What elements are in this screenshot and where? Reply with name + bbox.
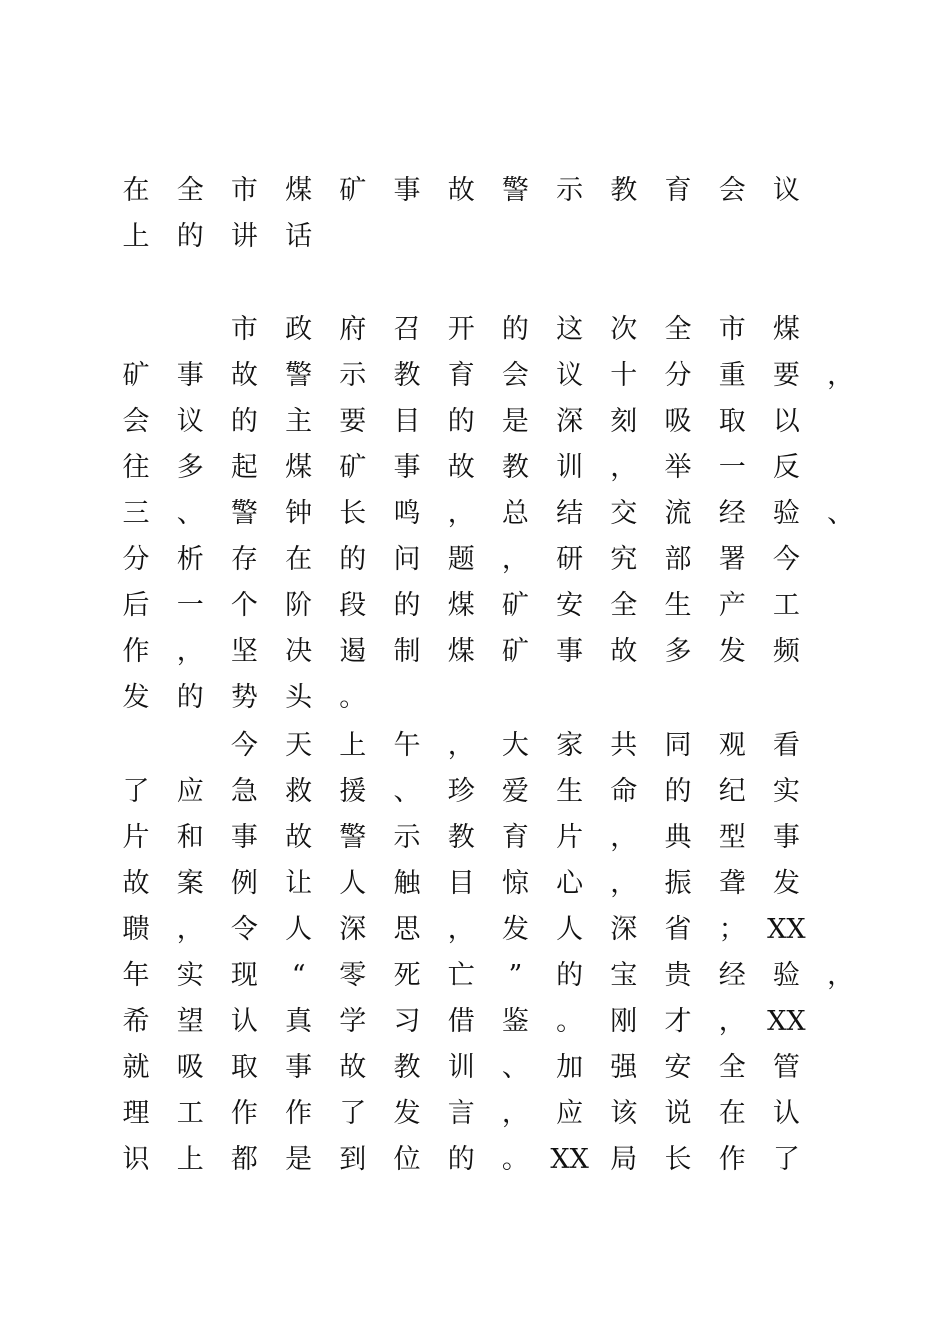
paragraph-2-line-9 [0,1091,950,1137]
char: 生 [556,776,584,807]
char: 目 [447,868,475,899]
char: 全 [718,1052,746,1083]
char: 故 [610,636,638,667]
paragraph-1-line-2 [0,353,950,399]
char: 交 [610,498,638,529]
char: 决 [285,636,313,667]
char: 让 [285,868,313,899]
char: 一 [176,590,204,621]
char: 长 [664,1144,692,1175]
char: 流 [664,498,692,529]
char: 取 [718,406,746,437]
char: XX [767,1006,806,1037]
char: 深 [556,406,584,437]
char: 验 [772,960,800,991]
char: 贵 [664,960,692,991]
char: 认 [230,1006,258,1037]
char: 、 [393,776,421,807]
char: ， [447,730,475,761]
paragraph-2-line-10 [0,1137,950,1183]
char: 今 [230,730,258,761]
char: 上 [339,730,367,761]
char: 应 [556,1098,584,1129]
char: 产 [718,590,746,621]
char: 目 [393,406,421,437]
char: 都 [230,1144,258,1175]
char: 问 [393,544,421,575]
char: 煤 [447,636,475,667]
char: 刚 [610,1006,638,1037]
char: ， [610,822,638,853]
char: ， [501,544,529,575]
char: 政 [285,314,313,345]
char: 局 [610,1144,638,1175]
char: 上 [176,1144,204,1175]
char: 今 [772,544,800,575]
char: 的 [664,776,692,807]
paragraph-2-line-7 [0,999,950,1045]
char: 议 [176,406,204,437]
char: 午 [393,730,421,761]
paragraph-2-line-3 [0,815,950,861]
char: 事 [393,452,421,483]
char: 故 [230,360,258,391]
char: 话 [285,221,313,252]
char: ， [610,868,638,899]
char: 深 [339,914,367,945]
char: 令 [230,914,258,945]
char: 多 [664,636,692,667]
title-line-1 [0,168,950,214]
char: 的 [447,1144,475,1175]
char: 了 [122,776,150,807]
char: 全 [664,314,692,345]
char: 次 [610,314,638,345]
char: 人 [339,868,367,899]
char: 存 [230,544,258,575]
char: 起 [230,452,258,483]
char: 结 [556,498,584,529]
paragraph-2-line-1 [0,723,950,769]
char: 部 [664,544,692,575]
paragraph-1-line-6 [0,537,950,583]
char: 家 [556,730,584,761]
paragraph-1-line-3 [0,399,950,445]
char: 事 [285,1052,313,1083]
paragraph-2-line-5 [0,907,950,953]
char: 的 [556,960,584,991]
char: 反 [772,452,800,483]
paragraph-2-line-4 [0,861,950,907]
char: 全 [610,590,638,621]
char: 教 [501,452,529,483]
char: “ [291,960,306,991]
char: 到 [339,1144,367,1175]
char: 一 [718,452,746,483]
char: 市 [718,314,746,345]
char: 经 [718,498,746,529]
char: 希 [122,1006,150,1037]
char: ， [827,960,855,991]
char: 频 [772,636,800,667]
char: 发 [718,636,746,667]
char: 看 [772,730,800,761]
char: 例 [230,868,258,899]
char: 发 [122,682,150,713]
char: 议 [556,360,584,391]
char: 片 [556,822,584,853]
char: 会 [122,406,150,437]
char: 珍 [447,776,475,807]
char: 煤 [772,314,800,345]
char: 个 [230,590,258,621]
char: 鉴 [501,1006,529,1037]
paragraph-1-line-9 [0,675,950,721]
char: 、 [501,1052,529,1083]
char: 说 [664,1098,692,1129]
char: ， [718,1006,746,1037]
char: 警 [285,360,313,391]
char: 的 [339,544,367,575]
char: 刻 [610,406,638,437]
char: 府 [339,314,367,345]
char: 心 [556,868,584,899]
char: ， [610,452,638,483]
char: 纪 [718,776,746,807]
char: 会 [718,175,746,206]
char: 故 [339,1052,367,1083]
char: 煤 [285,175,313,206]
char: 的 [501,314,529,345]
char: 示 [556,175,584,206]
paragraph-2-line-8 [0,1045,950,1091]
char: 触 [393,868,421,899]
char: 认 [772,1098,800,1129]
char: 作 [230,1098,258,1129]
char: 上 [122,221,150,252]
char: 。 [501,1144,529,1175]
char: ， [176,914,204,945]
char: 育 [664,175,692,206]
char: 工 [176,1098,204,1129]
char: 该 [610,1098,638,1129]
char: 验 [772,498,800,529]
char: 分 [122,544,150,575]
char: 矿 [122,360,150,391]
char: ， [827,360,855,391]
char: 故 [447,452,475,483]
char: 和 [176,822,204,853]
char: 主 [285,406,313,437]
char: 往 [122,452,150,483]
char: 警 [230,498,258,529]
char: 人 [556,914,584,945]
char: 坚 [230,636,258,667]
char: 天 [285,730,313,761]
char: 爱 [501,776,529,807]
char: 后 [122,590,150,621]
char: 零 [339,960,367,991]
char: 全 [176,175,204,206]
paragraph-1-line-5 [0,491,950,537]
char: 这 [556,314,584,345]
char: 是 [285,1144,313,1175]
char: 急 [230,776,258,807]
char: 安 [664,1052,692,1083]
char: 育 [447,360,475,391]
char: 分 [664,360,692,391]
char: 习 [393,1006,421,1037]
char: 矿 [501,636,529,667]
char: 在 [122,175,150,206]
char: 借 [447,1006,475,1037]
char: 议 [772,175,800,206]
char: 市 [230,175,258,206]
char: 片 [122,822,150,853]
char: 在 [285,544,313,575]
char: 究 [610,544,638,575]
char: 救 [285,776,313,807]
char: 重 [718,360,746,391]
char: 现 [230,960,258,991]
char: 是 [501,406,529,437]
char: 应 [176,776,204,807]
char: XX [767,914,806,945]
char: 研 [556,544,584,575]
char: 势 [230,682,258,713]
char: 训 [556,452,584,483]
paragraph-2-line-6 [0,953,950,999]
char: 要 [772,360,800,391]
paragraph-1-line-8 [0,629,950,675]
char: 教 [610,175,638,206]
char: 故 [285,822,313,853]
paragraph-2-line-2 [0,769,950,815]
char: 强 [610,1052,638,1083]
title-line-2 [0,214,950,260]
char: 十 [610,360,638,391]
char: 实 [772,776,800,807]
char: 故 [122,868,150,899]
paragraph-1-line-7 [0,583,950,629]
char: 亡 [447,960,475,991]
char: 命 [610,776,638,807]
char: 析 [176,544,204,575]
char: 遏 [339,636,367,667]
char: 鸣 [393,498,421,529]
char: ， [447,498,475,529]
char: 发 [772,868,800,899]
char: 省 [664,914,692,945]
char: 矿 [339,175,367,206]
char: 案 [176,868,204,899]
char: 矿 [501,590,529,621]
char: 振 [664,868,692,899]
char: 在 [718,1098,746,1129]
char: 深 [610,914,638,945]
char: 的 [230,406,258,437]
char: 位 [393,1144,421,1175]
char: 生 [664,590,692,621]
char: 多 [176,452,204,483]
char: 讲 [230,221,258,252]
char: 阶 [285,590,313,621]
char: 大 [501,730,529,761]
char: 事 [772,822,800,853]
char: 。 [339,682,367,713]
char: 要 [339,406,367,437]
char: 了 [339,1098,367,1129]
char: 长 [339,498,367,529]
char: 事 [230,822,258,853]
char: 、 [827,498,855,529]
char: 故 [447,175,475,206]
char: 言 [447,1098,475,1129]
char: 聩 [122,914,150,945]
char: 的 [447,406,475,437]
char: 理 [122,1098,150,1129]
char: 矿 [339,452,367,483]
char: 聋 [718,868,746,899]
char: 钟 [285,498,313,529]
char: 共 [610,730,638,761]
char: 煤 [447,590,475,621]
paragraph-1-line-4 [0,445,950,491]
char: ” [508,960,523,991]
char: 发 [393,1098,421,1129]
char: 煤 [285,452,313,483]
char: 事 [393,175,421,206]
char: ， [501,1098,529,1129]
char: 制 [393,636,421,667]
char: 观 [718,730,746,761]
char: 识 [122,1144,150,1175]
char: 发 [501,914,529,945]
char: 思 [393,914,421,945]
paragraph-1-line-1 [0,307,950,353]
char: 育 [501,822,529,853]
char: 惊 [501,868,529,899]
char: 的 [176,682,204,713]
char: 会 [501,360,529,391]
char: 市 [230,314,258,345]
char: 经 [718,960,746,991]
char: 总 [501,498,529,529]
char: 年 [122,960,150,991]
char: 召 [393,314,421,345]
char: 开 [447,314,475,345]
char: ， [447,914,475,945]
char: XX [550,1144,589,1175]
char: 加 [556,1052,584,1083]
char: 训 [447,1052,475,1083]
char: 教 [447,822,475,853]
char: 宝 [610,960,638,991]
char: 示 [339,360,367,391]
char: ， [176,636,204,667]
char: 教 [393,1052,421,1083]
char: 教 [393,360,421,391]
char: 安 [556,590,584,621]
char: 、 [176,498,204,529]
char: 警 [339,822,367,853]
char: 署 [718,544,746,575]
char: 的 [176,221,204,252]
char: ； [718,914,746,945]
char: 取 [230,1052,258,1083]
char: 举 [664,452,692,483]
char: 以 [772,406,800,437]
char: 工 [772,590,800,621]
char: 才 [664,1006,692,1037]
char: 警 [501,175,529,206]
char: 望 [176,1006,204,1037]
char: 管 [772,1052,800,1083]
char: 学 [339,1006,367,1037]
char: 事 [556,636,584,667]
char: 死 [393,960,421,991]
char: 典 [664,822,692,853]
char: 吸 [664,406,692,437]
char: 实 [176,960,204,991]
char: 作 [285,1098,313,1129]
char: 的 [393,590,421,621]
char: 人 [285,914,313,945]
char: 了 [772,1144,800,1175]
char: 援 [339,776,367,807]
char: 作 [718,1144,746,1175]
char: 。 [556,1006,584,1037]
char: 三 [122,498,150,529]
char: 型 [718,822,746,853]
char: 题 [447,544,475,575]
char: 示 [393,822,421,853]
char: 就 [122,1052,150,1083]
char: 吸 [176,1052,204,1083]
char: 头 [285,682,313,713]
char: 同 [664,730,692,761]
char: 事 [176,360,204,391]
char: 段 [339,590,367,621]
char: 真 [285,1006,313,1037]
char: 作 [122,636,150,667]
